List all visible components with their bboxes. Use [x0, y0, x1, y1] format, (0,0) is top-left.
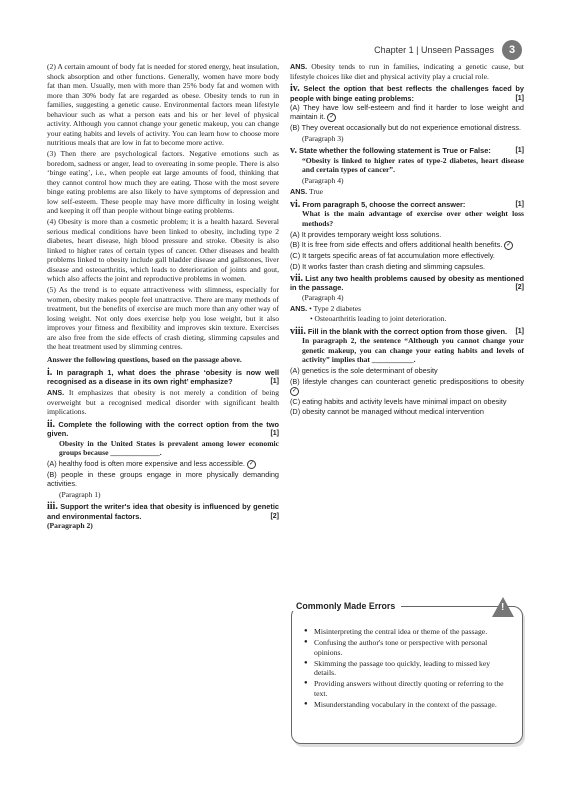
- answer-1: [47, 388, 279, 417]
- common-errors-list: [292, 607, 522, 709]
- chapter-title: Chapter 1 | Unseen Passages: [374, 45, 494, 55]
- list-item: ● Skimming the passage too quickly, leading to missed key details.: [304, 659, 512, 678]
- left-column: [47, 62, 279, 532]
- answer-text: It emphasizes that obesity is not merely a condition of being overweight but a recognised medical disorder with significant health implications.: [47, 388, 279, 417]
- answer-text: True: [308, 187, 324, 197]
- paragraph-reference: (Paragraph 1): [59, 489, 101, 499]
- option-a: (A) healthy food is often more expensive and less accessible. ✓: [47, 459, 254, 469]
- paragraph-reference: (Paragraph 4): [302, 175, 344, 185]
- question-2: [47, 420, 279, 439]
- marks: [1]: [270, 377, 279, 385]
- marks: [1]: [515, 147, 524, 155]
- option-a: (A) genetics is the sole determinant of obesity: [290, 366, 438, 376]
- paragraph-reference: (Paragraph 2): [47, 521, 93, 531]
- answer-text: Obesity tends to run in families, indicating a genetic cause, but lifestyle choices like diet and physical activity play a crucial role.: [290, 62, 525, 81]
- paragraph-2: (2) A certain amount of body fat is needed for stored energy, heat insulation, shock absorption and other functions. Generally, women have more body fat than men. Usually, men with more than 25% body fat and women with more than 30% body fat are regarded as obese. Obesity tends to run in families, suggesting a genetic cause. Environmental factors mean lifestyle behaviour such as what a person eats and his or her level of physical activity. Although you cannot change your genetic makeup, you can change your eating habits and levels of activity. You can learn how to choose more nutritious meals that are low in fat to become more active.: [47, 62, 279, 148]
- answer-7: [290, 304, 524, 314]
- question-stem: Obesity in the United States is prevalent among lower economic groups because _____________.: [59, 438, 279, 458]
- warning-icon: !: [492, 597, 514, 617]
- question-number: v.: [290, 145, 297, 157]
- question-text: Support the writer's idea that obesity is influenced by genetic and environmental factors.: [47, 502, 280, 521]
- marks: [1]: [515, 201, 524, 208]
- question-stem: In paragraph 2, the sentence “Although you cannot change your genetic makeup, you can change your eating habits and levels of activity” implies that ___________.: [302, 336, 524, 365]
- paragraph-reference: (Paragraph 4): [302, 292, 344, 302]
- question-text: State whether the following statement is True or False:: [299, 146, 491, 156]
- checkmark-icon: ✓: [329, 113, 335, 120]
- option-d: (D) It works faster than crash dieting and slimming capsules.: [290, 261, 486, 271]
- option-b: (B) people in these groups engage in more physically demanding activities.: [47, 469, 279, 489]
- marks: [2]: [515, 284, 524, 292]
- question-1: [47, 368, 279, 387]
- common-errors-box: [291, 601, 523, 744]
- option-c: (C) It targets specific areas of fat accumulation more effectively.: [290, 251, 495, 261]
- question-number: iv.: [290, 83, 300, 95]
- list-item: ● Providing answers without directly quoting or referring to the text.: [304, 679, 512, 698]
- question-number: i.: [47, 366, 53, 378]
- question-number: vii.: [290, 273, 304, 285]
- common-errors-title: Commonly Made Errors: [290, 601, 401, 611]
- option-b: (B) lifestyle changes can counteract genetic predispositions to obesity ✓: [290, 376, 524, 394]
- question-3: [47, 502, 279, 521]
- question-number: vi.: [290, 199, 301, 210]
- question-stem: “Obesity is linked to higher rates of type-2 diabetes, heart disease and certain types of cancer”.: [302, 155, 524, 175]
- list-item: ● Misunderstanding vocabulary in the context of the passage.: [304, 700, 512, 710]
- marks: [1]: [515, 327, 524, 335]
- question-text: List any two health problems caused by obesity as mentioned in the passage.: [290, 274, 524, 293]
- paragraph-4: (4) Obesity is more than a cosmetic problem; it is a health hazard. Several serious medical conditions have been linked to obesity, including type 2 diabetes, heart disease, high blood pressure and stroke. Obesity is also linked to higher rates of certain types of cancer. Other diseases and health problems linked to obesity include gall bladder disease and gallstones, liver disease and osteoarthritis, which leads to deterioration of joints and gout, which also affects the joint and reproductive problems in women.: [47, 217, 279, 284]
- answer-text: • Type 2 diabetes: [309, 303, 362, 313]
- question-stem: What is the main advantage of exercise over other weight loss methods?: [302, 209, 524, 228]
- instruction: Answer the following questions, based on the passage above.: [47, 354, 242, 364]
- paragraph-3: (3) Then there are psychological factors. Negative emotions such as boredom, sadness or anger, lead to overeating in some people. There is also ‘binge eating’, i.e., when people eat large amounts of food, thinking that they cannot control how much they are eating. Those with the most severe binge eating problems are also likely to have symptoms of depression and low self-esteem. These people may have more difficulty in losing weight and keeping it off than people without binge eating problems.: [47, 149, 279, 216]
- question-text: Complete the following with the correct option from the two given.: [47, 419, 279, 439]
- answer-label: ANS.: [47, 388, 65, 398]
- answer-label: ANS.: [290, 187, 308, 197]
- option-b: (B) It is free from side effects and offers additional health benefits. ✓: [290, 240, 512, 250]
- question-6: [290, 200, 524, 209]
- page-header: [374, 40, 522, 60]
- question-text: Select the option that best reflects the challenges faced by people with binge eating problems:: [290, 84, 525, 103]
- checkmark-icon: ✓: [291, 387, 298, 394]
- paragraph-reference: (Paragraph 3): [302, 133, 344, 143]
- question-number: iii.: [47, 501, 58, 513]
- paragraph-5: (5) As the trend is to equate attractiveness with slimness, especially for women, obesity makes people feel unattractive. There are many methods of treatment, but the benefits of exercise are much more than any other way of losing weight. Not only does exercise help you lose weight, but it also improves your fitness and flexibility and improves skin texture. Exercises are also free from the side effects of crash dieting, slimming capsules and the heat treatment used by slimming centres.: [47, 285, 279, 352]
- option-b: (B) They overeat occasionally but do not experience emotional distress.: [290, 123, 522, 133]
- question-text: Fill in the blank with the correct option from those given.: [307, 326, 508, 336]
- list-item: ● Misinterpreting the central idea or theme of the passage.: [304, 627, 512, 637]
- marks: [1]: [270, 430, 279, 438]
- marks: [2]: [270, 512, 279, 520]
- question-text: From paragraph 5, choose the correct answer:: [302, 200, 466, 209]
- option-a: (A) It provides temporary weight loss solutions.: [290, 229, 442, 239]
- answer-5: [290, 187, 524, 197]
- answer-label: ANS.: [290, 303, 308, 313]
- question-7: [290, 274, 524, 293]
- option-d: (D) obesity cannot be managed without medical intervention: [290, 407, 484, 417]
- answer-text: • Osteoarthritis leading to joint deterioration.: [310, 314, 447, 324]
- marks: [1]: [515, 94, 524, 102]
- answer-label: ANS.: [290, 62, 308, 71]
- question-number: viii.: [290, 325, 306, 337]
- question-number: ii.: [47, 418, 56, 430]
- list-item: ● Confusing the author's tone or perspective with personal opinions.: [304, 638, 512, 657]
- answer-3: [290, 62, 524, 81]
- question-5: [290, 146, 524, 155]
- right-column: [290, 62, 524, 418]
- question-8: [290, 327, 524, 336]
- page-number: 3: [502, 40, 522, 60]
- checkmark-icon: ✓: [248, 460, 254, 467]
- question-text: In paragraph 1, what does the phrase ‘obesity is now well recognised as a disease in its own right’ emphasize?: [47, 367, 279, 386]
- question-4: [290, 84, 524, 103]
- option-c: (C) eating habits and activity levels have minimal impact on obesity: [290, 396, 507, 406]
- checkmark-icon: ✓: [506, 241, 512, 248]
- option-a: (A) They have low self-esteem and find it harder to lose weight and maintain it. ✓: [290, 102, 524, 122]
